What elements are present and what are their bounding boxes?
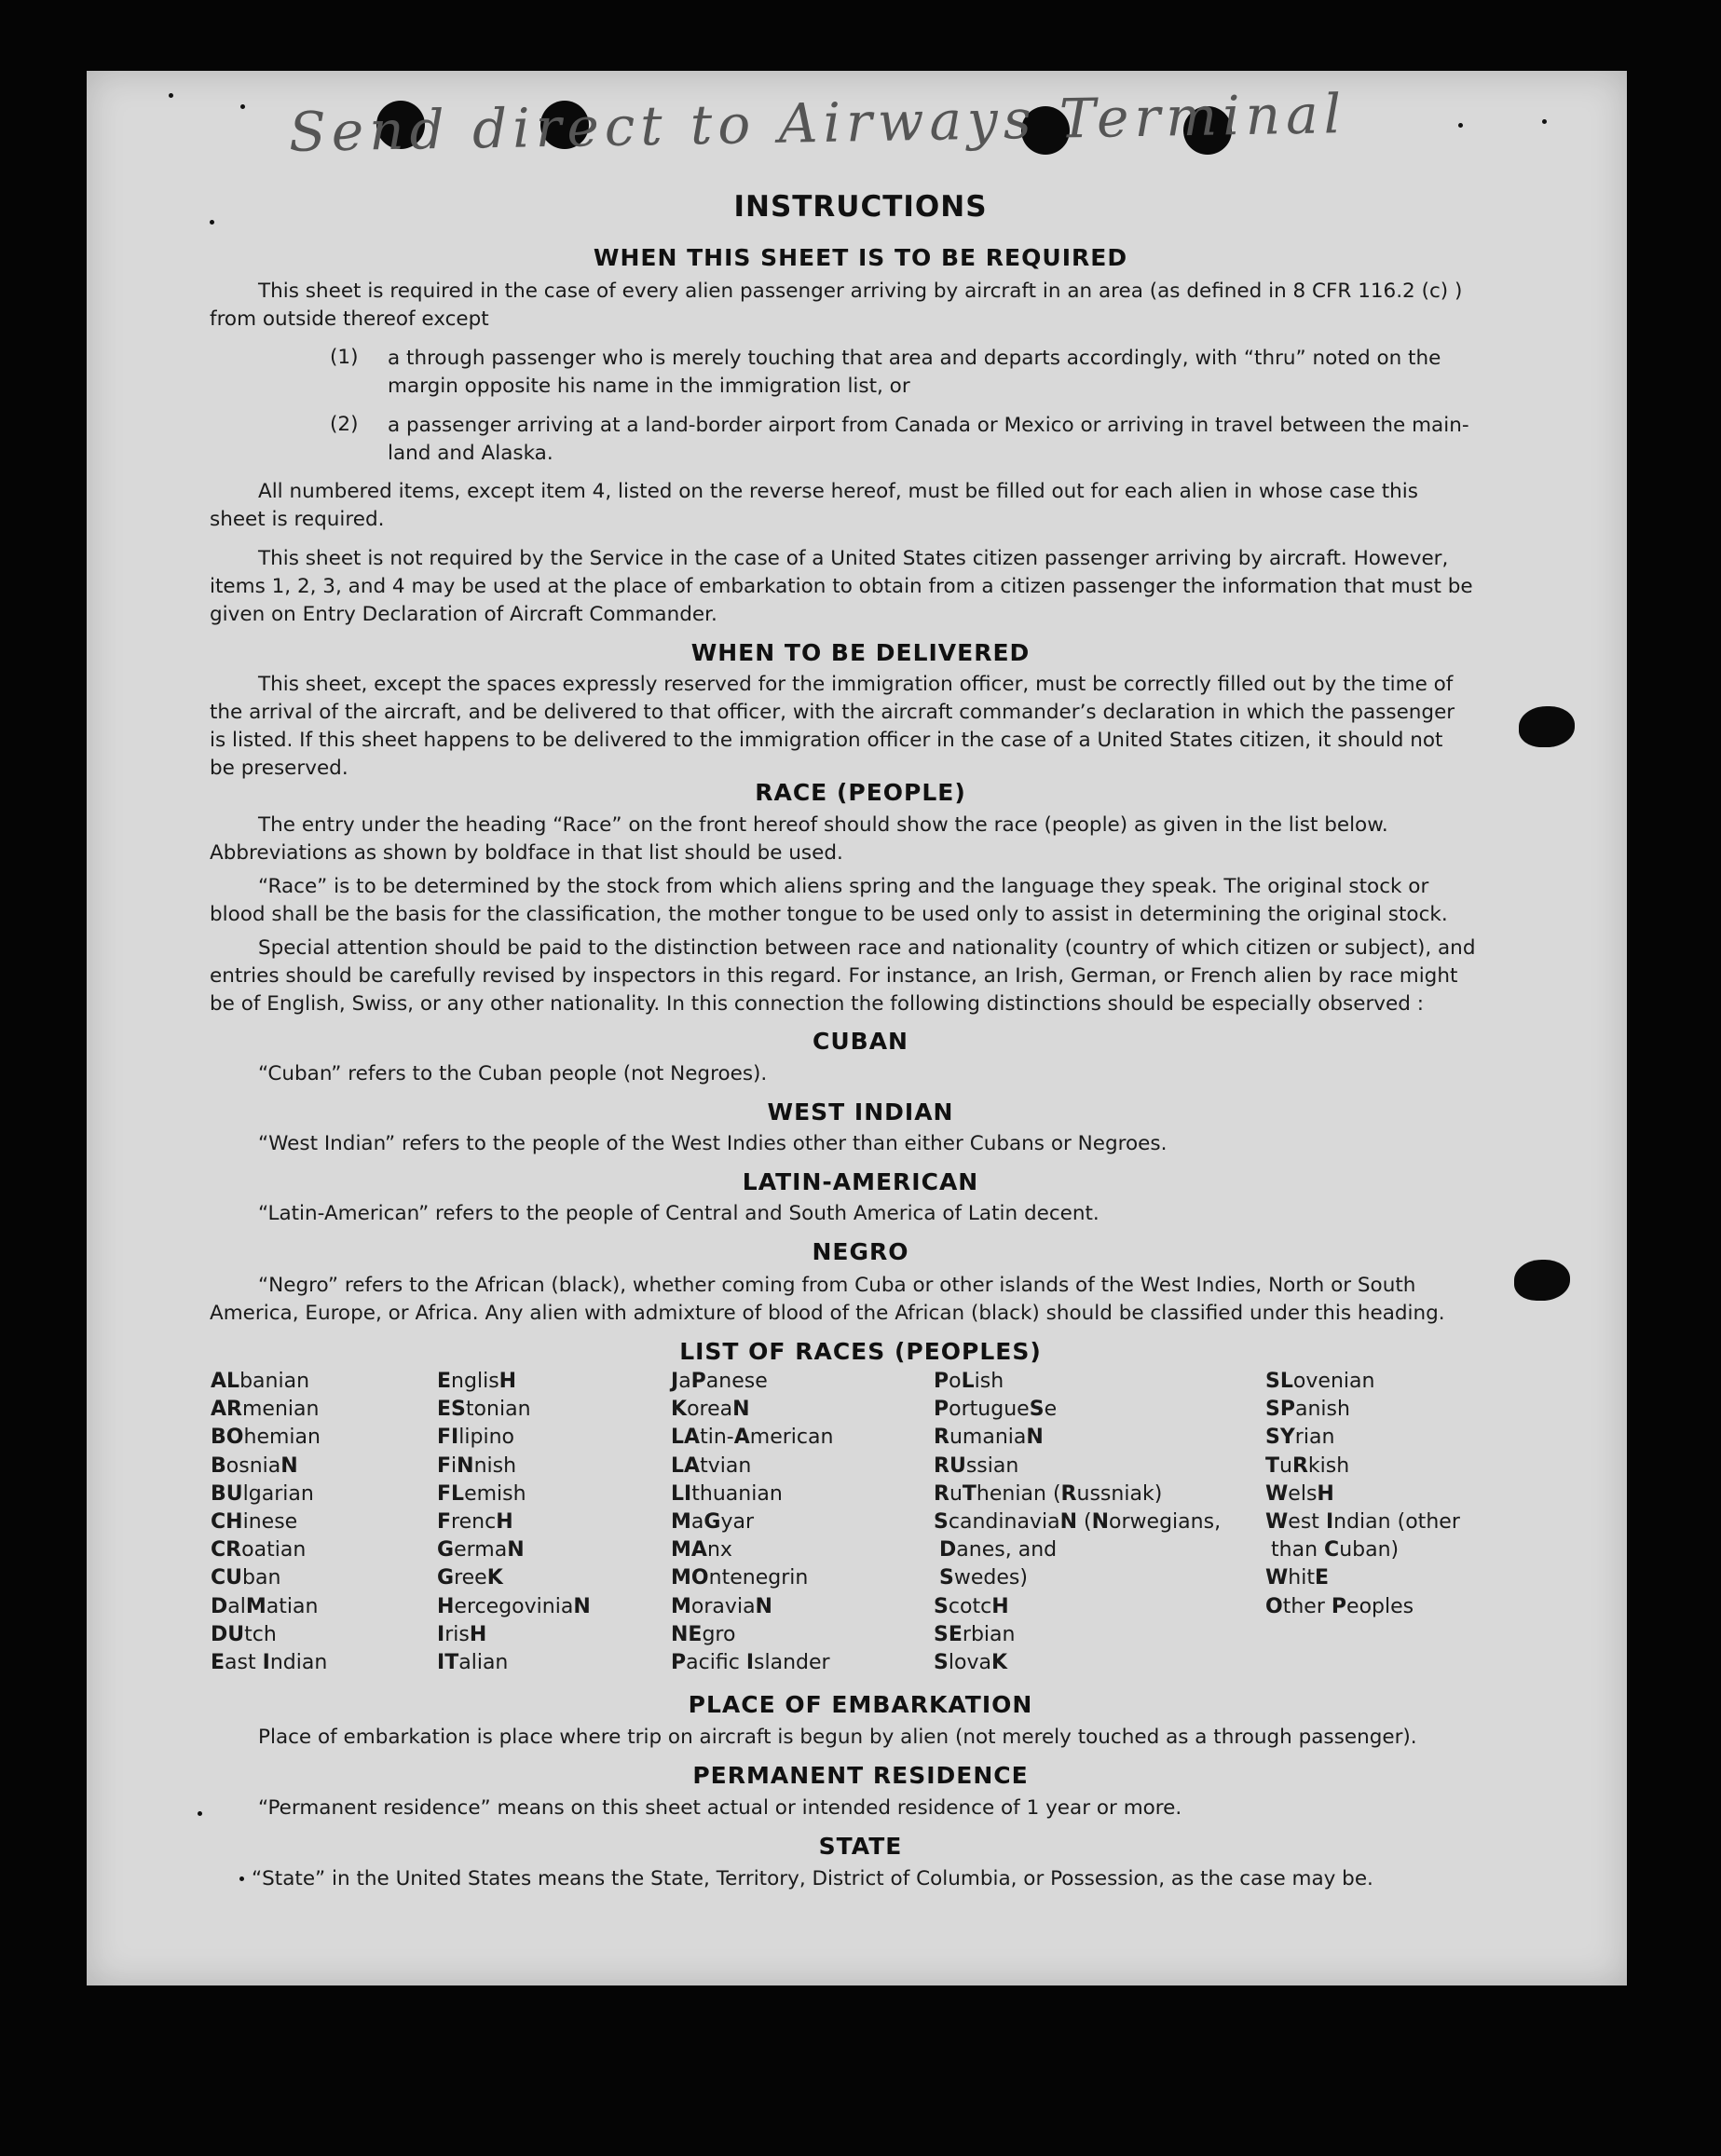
text-line: America, Europe, or Africa. Any alien with admixture of blood of the African (black) should be classified under this heading. bbox=[210, 1302, 1445, 1325]
text-line: margin opposite his name in the immigration list, or bbox=[388, 375, 910, 398]
race-entry: SlovaK bbox=[934, 1651, 1008, 1675]
race-entry: Swedes) bbox=[939, 1566, 1028, 1590]
race-entry: FLemish bbox=[437, 1481, 526, 1506]
race-entry: RUssian bbox=[934, 1453, 1019, 1478]
text-latin-american bbox=[210, 1200, 1528, 1228]
paragraph-numbered-items bbox=[210, 478, 1528, 534]
races-column-4 bbox=[934, 1368, 1221, 1677]
text-line: “Permanent residence” means on this sheet actual or intended residence of 1 year or more. bbox=[258, 1796, 1182, 1820]
paragraph-race-nationality bbox=[210, 935, 1528, 1018]
text-line: “Latin-American” refers to the people of Central and South America of Latin decent. bbox=[258, 1202, 1100, 1225]
text-line: This sheet is required in the case of every alien passenger arriving by aircraft in an area (as defined in 8 CFR 116.2 (c) ) bbox=[258, 280, 1463, 303]
text-west-indian bbox=[210, 1130, 1528, 1158]
race-entry: SYrian bbox=[1265, 1426, 1335, 1450]
races-column-2 bbox=[437, 1368, 591, 1677]
heading-state: STATE bbox=[818, 1833, 903, 1860]
heading-cuban: CUBAN bbox=[813, 1028, 908, 1055]
race-entry: KoreaN bbox=[671, 1398, 750, 1422]
race-entry: Pacifc Islander bbox=[671, 1651, 830, 1675]
speck bbox=[169, 93, 173, 98]
race-entry: Other Peoples bbox=[1265, 1594, 1414, 1618]
bullet bbox=[239, 1876, 244, 1881]
paragraph-race-entry bbox=[210, 812, 1528, 867]
heading-list-of-races: LIST OF RACES (PEOPLES) bbox=[679, 1338, 1042, 1365]
item-exception-2 bbox=[388, 412, 1528, 468]
race-entry: EStonian bbox=[437, 1398, 531, 1422]
section-heading-race: RACE (PEOPLE) bbox=[755, 779, 966, 806]
section-heading-required: WHEN THIS SHEET IS TO BE REQUIRED bbox=[593, 244, 1128, 271]
race-entry: BOhemian bbox=[211, 1426, 321, 1450]
race-entry: FiNnish bbox=[437, 1453, 517, 1478]
text-line: given on Entry Declaration of Aircraft Commander. bbox=[210, 603, 717, 626]
race-entry: CHinese bbox=[211, 1510, 298, 1535]
race-entry: ALbanian bbox=[211, 1370, 310, 1393]
race-entry: WelsH bbox=[1265, 1481, 1334, 1506]
section-heading-delivered: WHEN TO BE DELIVERED bbox=[690, 639, 1031, 666]
heading-latin-american: LATIN-AMERICAN bbox=[742, 1168, 979, 1195]
race-entry: MoraviaN bbox=[671, 1594, 772, 1618]
race-entry: GermaN bbox=[437, 1538, 525, 1562]
race-entry: EnglisH bbox=[437, 1370, 517, 1393]
text-line: a passenger arriving at a land-border airport from Canada or Mexico or arriving in travel between the main- bbox=[388, 414, 1469, 437]
race-entry: CUban bbox=[211, 1566, 281, 1590]
race-entry: HercegoviniaN bbox=[437, 1594, 591, 1618]
race-entry: RumaniaN bbox=[934, 1426, 1044, 1450]
race-entry: ITalian bbox=[437, 1651, 509, 1675]
race-entry: MAnx bbox=[671, 1538, 732, 1562]
text-line: This sheet is not required by the Service in the case of a United States citizen passenger arriving by aircraft. However, bbox=[258, 547, 1449, 570]
heading-embarkation: PLACE OF EMBARKATION bbox=[688, 1691, 1033, 1718]
text-line: “Cuban” refers to the Cuban people (not Negroes). bbox=[258, 1062, 768, 1085]
text-line: a through passenger who is merely touching that area and departs accordingly, with “thru” noted on the bbox=[388, 347, 1441, 370]
race-entry: MaGyar bbox=[671, 1510, 755, 1535]
text-line: “Race” is to be determined by the stock from which aliens spring and the language they speak. The original stock or bbox=[258, 875, 1429, 898]
race-entry: ARmenian bbox=[211, 1398, 320, 1422]
text-line: Place of embarkation is place where trip on aircraft is begun by alien (not merely touched as a through passenger). bbox=[258, 1726, 1417, 1749]
text-line: items 1, 2, 3, and 4 may be used at the place of embarkation to obtain from a citizen passenger the information that must be bbox=[210, 575, 1473, 598]
races-column-5 bbox=[1265, 1368, 1460, 1621]
race-entry: DalMatian bbox=[211, 1594, 319, 1618]
heading-permanent-residence: PERMANENT RESIDENCE bbox=[692, 1762, 1029, 1789]
speck bbox=[198, 1811, 202, 1816]
race-entry: TuRkish bbox=[1265, 1453, 1350, 1478]
text-line: entries should be carefully revised by inspectors in this regard. For instance, an Irish, German, or French alien by race might bbox=[210, 964, 1458, 988]
text-line: from outside thereof except bbox=[210, 307, 489, 331]
race-entry: Danes, and bbox=[939, 1538, 1058, 1562]
text-line: All numbered items, except item 4, listed on the reverse hereof, must be filled out for each alien in whose case this bbox=[258, 480, 1418, 503]
item-number: (1) bbox=[330, 346, 359, 369]
text-permanent-residence bbox=[210, 1794, 1528, 1822]
race-entry: ScandinaviaN (Norwegians, bbox=[934, 1510, 1222, 1535]
race-entry: ScotcH bbox=[934, 1594, 1009, 1618]
speck bbox=[240, 104, 245, 109]
race-entry: LAtvian bbox=[671, 1453, 752, 1478]
item-number: (2) bbox=[330, 413, 359, 436]
text-line: “Negro” refers to the African (black), whether coming from Cuba or other islands of the West Indies, North or South bbox=[258, 1274, 1416, 1297]
item-exception-1 bbox=[388, 345, 1528, 401]
paragraph-citizen bbox=[210, 545, 1528, 629]
race-entry: East Indian bbox=[211, 1651, 328, 1675]
race-entry: PoLish bbox=[934, 1370, 1004, 1393]
race-entry: GreeK bbox=[437, 1566, 503, 1590]
text-line: is listed. If this sheet happens to be delivered to the immigration officer in the case of a United States citizen, it should not bbox=[210, 729, 1443, 752]
text-line: “State” in the United States means the State, Territory, District of Columbia, or Possession, as the case may be. bbox=[252, 1867, 1373, 1890]
text-line: sheet is required. bbox=[210, 508, 385, 531]
races-column-3 bbox=[671, 1368, 833, 1677]
race-entry: JaPanese bbox=[671, 1370, 768, 1393]
race-entry: LAtin-American bbox=[671, 1426, 834, 1450]
text-negro bbox=[210, 1272, 1528, 1328]
race-entry: SLovenian bbox=[1265, 1370, 1375, 1393]
race-entry: RuThenian (Russniak) bbox=[934, 1481, 1163, 1506]
race-entry: LIthuanian bbox=[671, 1481, 783, 1506]
paragraph-race-stock bbox=[210, 873, 1528, 929]
race-entry: than Cuban) bbox=[1271, 1538, 1400, 1562]
text-line: blood shall be the basis for the classification, the mother tongue to be used only to assist in determining the original stock. bbox=[210, 903, 1448, 926]
race-entry: NEgro bbox=[671, 1622, 736, 1646]
race-entry: BUlgarian bbox=[211, 1481, 314, 1506]
race-entry: FIlipino bbox=[437, 1426, 514, 1450]
text-line: The entry under the heading “Race” on the front hereof should show the race (people) as given in the list below. bbox=[258, 813, 1388, 837]
race-entry: BosniaN bbox=[211, 1453, 298, 1478]
text-embarkation bbox=[210, 1724, 1528, 1752]
text-line: Special attention should be paid to the distinction between race and nationality (country of which citizen or subject), and bbox=[258, 936, 1476, 960]
text-line: This sheet, except the spaces expressly reserved for the immigration officer, must be correctly filled out by the time of bbox=[258, 673, 1454, 696]
race-entry: DUtch bbox=[211, 1622, 277, 1646]
text-line: land and Alaska. bbox=[388, 442, 553, 465]
text-line: “West Indian” refers to the people of the West Indies other than either Cubans or Negroes. bbox=[258, 1132, 1168, 1155]
paragraph-required-intro bbox=[210, 278, 1528, 334]
race-entry: WhitE bbox=[1265, 1566, 1330, 1590]
race-entry: SErbian bbox=[934, 1622, 1016, 1646]
races-column-1 bbox=[211, 1368, 327, 1677]
paragraph-delivered bbox=[210, 671, 1528, 783]
text-cuban bbox=[210, 1060, 1528, 1088]
race-entry: CRoatian bbox=[211, 1538, 307, 1562]
text-line: be preserved. bbox=[210, 757, 348, 780]
race-entry: SPanish bbox=[1265, 1398, 1350, 1422]
race-entry: FrencH bbox=[437, 1510, 513, 1535]
race-entry: IrisH bbox=[437, 1622, 487, 1646]
heading-negro: NEGRO bbox=[812, 1238, 909, 1265]
speck bbox=[1458, 123, 1463, 128]
handwritten-note: Send direct to Airways Terminal bbox=[288, 82, 1347, 164]
race-entry: MOntenegrin bbox=[671, 1566, 809, 1590]
text-line: be of English, Swiss, or any other nationality. In this connection the following distinctions should be especially observed : bbox=[210, 992, 1424, 1016]
speck bbox=[1542, 119, 1547, 124]
text-line: the arrival of the aircraft, and be delivered to that officer, with the aircraft commander’s declaration in which the passenger bbox=[210, 701, 1455, 724]
text-line: Abbreviations as shown by boldface in that list should be used. bbox=[210, 841, 843, 865]
race-entry: West Indian (other bbox=[1265, 1510, 1460, 1535]
page-title: INSTRUCTIONS bbox=[733, 190, 988, 224]
race-entry: PortugueSe bbox=[934, 1398, 1058, 1422]
heading-west-indian: WEST INDIAN bbox=[767, 1098, 954, 1126]
text-state bbox=[210, 1865, 1528, 1893]
